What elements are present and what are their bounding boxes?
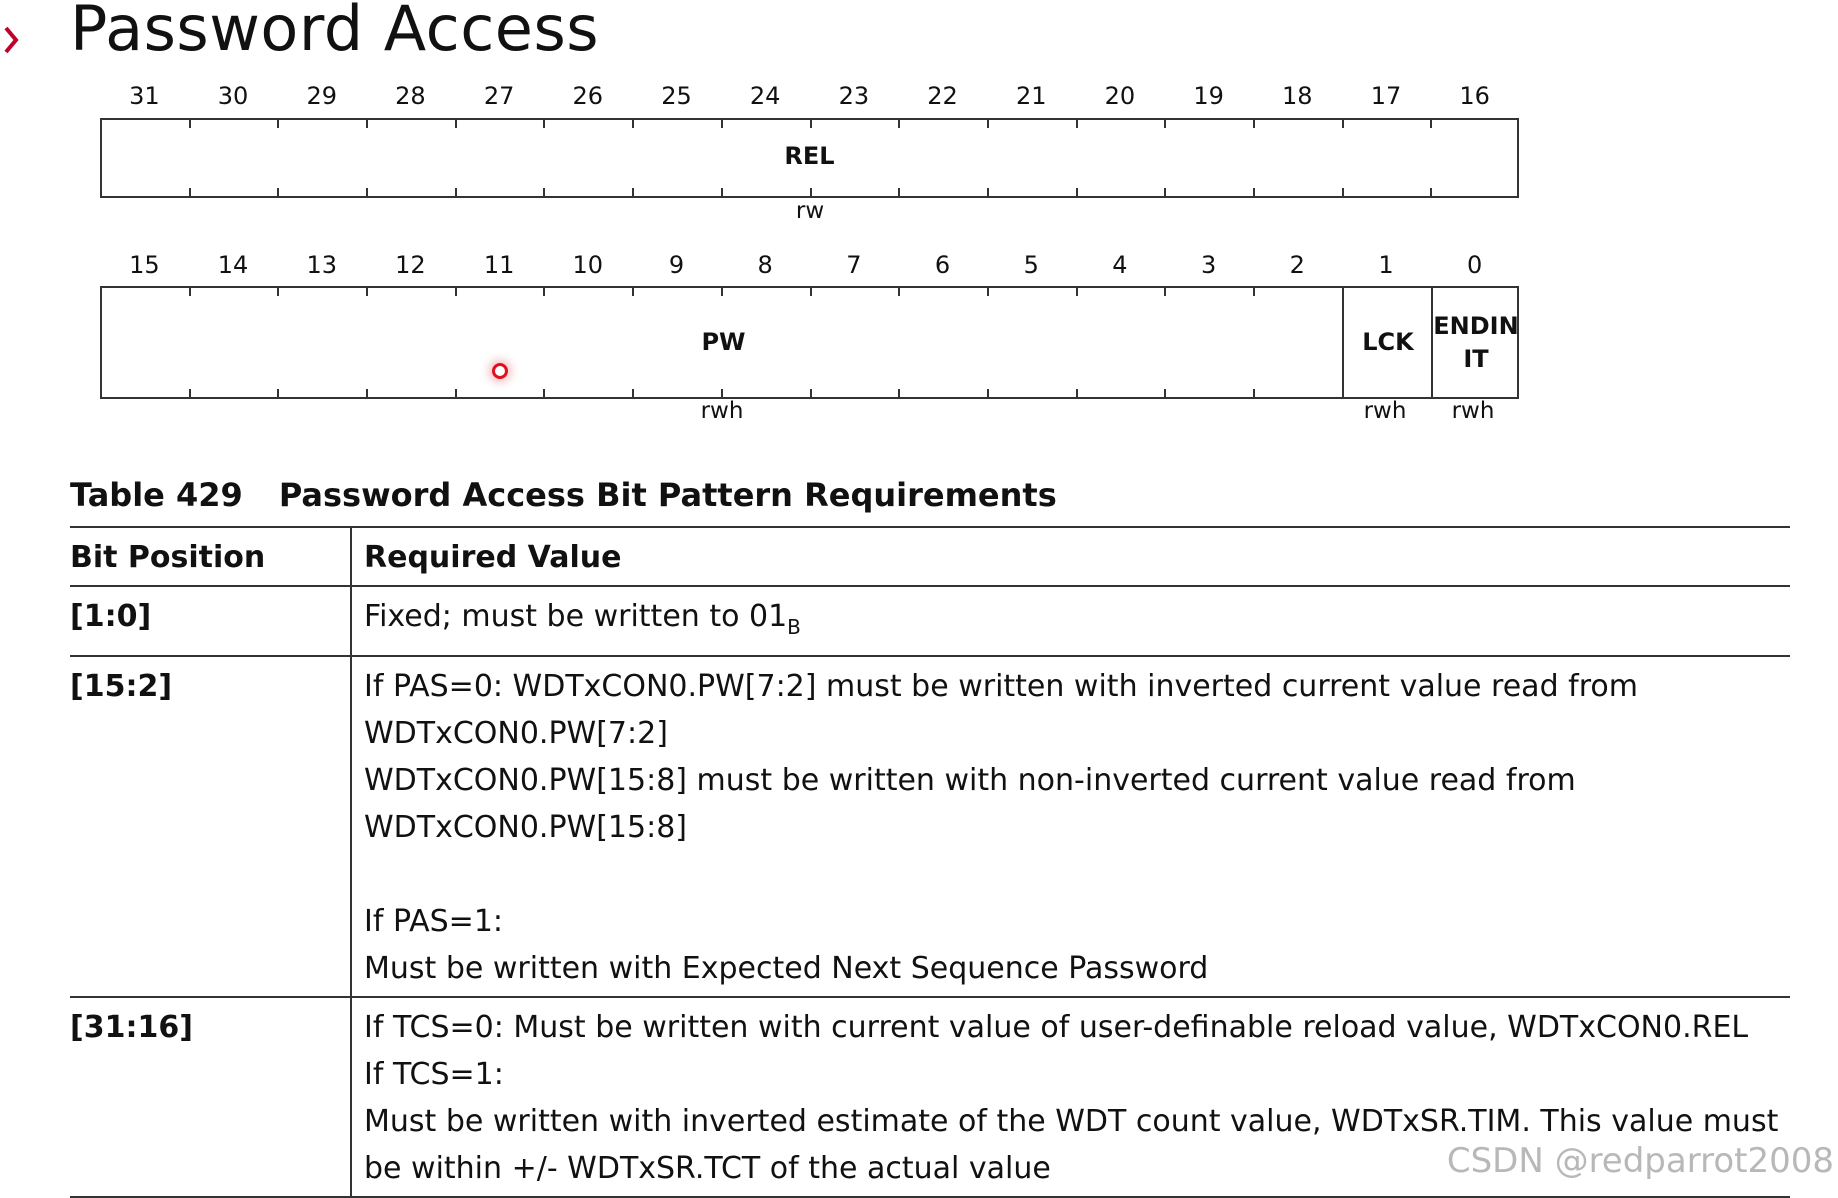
bit-number: 15	[129, 251, 160, 279]
bit-number: 11	[483, 251, 515, 279]
bit-tick	[1076, 389, 1078, 397]
row-bit-position: [15:2]	[70, 656, 351, 997]
bit-number: 8	[757, 251, 773, 279]
bit-tick	[189, 288, 191, 296]
bit-tick	[1430, 188, 1432, 196]
field-lck-label: LCK	[1362, 328, 1414, 356]
bit-tick	[1253, 288, 1255, 296]
bit-tick	[1164, 288, 1166, 296]
bit-tick	[1076, 188, 1078, 196]
table-title: Password Access Bit Pattern Requirements	[278, 476, 1057, 514]
bit-number: 21	[1015, 82, 1047, 110]
bit-tick	[366, 120, 368, 128]
bit-tick	[987, 288, 989, 296]
field-endinit-access: rwh	[1451, 398, 1495, 424]
header-bit-position: Bit Position	[70, 527, 351, 586]
field-endinit-label-line2: IT	[1463, 345, 1489, 373]
bit-tick	[189, 120, 191, 128]
bit-number: 30	[217, 82, 249, 110]
value-line: If PAS=1:	[364, 904, 504, 939]
chevron-right-icon	[0, 10, 26, 70]
bit-number: 18	[1282, 82, 1313, 110]
bit-number: 27	[483, 82, 515, 110]
bit-tick	[1164, 389, 1166, 397]
value-text: Fixed; must be written to 01	[364, 599, 788, 634]
bit-tick	[987, 188, 989, 196]
bit-number: 25	[661, 82, 692, 110]
bit-tick	[721, 389, 723, 397]
bit-number: 6	[934, 251, 951, 279]
value-spacer	[364, 851, 1780, 898]
bit-tick	[277, 288, 279, 296]
bit-number: 28	[395, 82, 426, 110]
bit-number: 3	[1200, 251, 1217, 279]
bit-tick	[277, 188, 279, 196]
bit-tick	[632, 188, 634, 196]
bit-tick	[987, 120, 989, 128]
bit-tick	[898, 120, 900, 128]
bit-number: 9	[668, 251, 685, 279]
cursor-highlight-icon	[492, 363, 508, 379]
field-pw-label: PW	[701, 328, 746, 356]
bit-tick	[721, 120, 723, 128]
bit-tick	[898, 288, 900, 296]
bit-number: 2	[1289, 251, 1305, 279]
bit-tick	[898, 389, 900, 397]
table-header-row	[70, 527, 1790, 586]
bit-tick	[1253, 120, 1255, 128]
bit-tick	[632, 389, 634, 397]
register-lower	[100, 286, 1519, 399]
table-row	[70, 656, 1790, 997]
bit-tick	[721, 288, 723, 296]
bit-tick	[1430, 120, 1432, 128]
bit-tick	[1253, 389, 1255, 397]
bit-tick	[543, 288, 545, 296]
bit-number: 10	[572, 251, 604, 279]
value-line: WDTxCON0.PW[7:2]	[364, 716, 668, 751]
header-required-value: Required Value	[351, 527, 1790, 586]
bit-tick	[366, 288, 368, 296]
field-rel-access: rw	[795, 198, 825, 224]
bit-number: 17	[1370, 82, 1402, 110]
value-line: If TCS=1:	[364, 1057, 504, 1092]
lower-bit-numbers	[100, 251, 1520, 287]
bit-number: 19	[1193, 82, 1224, 110]
value-line: Must be written with Expected Next Sequence Password	[364, 951, 1209, 986]
row-bit-position: [1:0]	[70, 586, 351, 656]
bit-tick	[1342, 120, 1344, 128]
bit-tick	[810, 188, 812, 196]
value-subscript: B	[787, 615, 801, 639]
bit-number: 26	[572, 82, 604, 110]
bit-tick	[632, 120, 634, 128]
value-line: WDTxCON0.PW[15:8] must be written with non-inverted current value read from	[364, 763, 1576, 798]
value-line: be within +/- WDTxSR.TCT of the actual value	[364, 1151, 1051, 1186]
table-row	[70, 586, 1790, 656]
field-rel-label: REL	[784, 142, 835, 170]
bit-tick	[632, 288, 634, 296]
bit-number: 24	[749, 82, 781, 110]
bit-number: 4	[1112, 251, 1128, 279]
bit-tick	[721, 188, 723, 196]
bit-tick	[366, 389, 368, 397]
field-pw-access: rwh	[700, 398, 744, 424]
bit-tick	[455, 288, 457, 296]
bit-tick	[987, 389, 989, 397]
bit-tick	[1342, 188, 1344, 196]
bit-number: 20	[1104, 82, 1136, 110]
bit-tick	[810, 288, 812, 296]
bit-tick	[277, 389, 279, 397]
bit-tick	[810, 389, 812, 397]
bit-tick	[1164, 188, 1166, 196]
watermark: CSDN @redparrot2008	[1446, 1141, 1834, 1181]
page-title: Password Access	[70, 0, 600, 65]
value-line: Must be written with inverted estimate of the WDT count value, WDTxSR.TIM. This value must	[364, 1104, 1779, 1139]
table-number: Table 429	[70, 476, 243, 514]
bit-tick	[898, 188, 900, 196]
bit-number: 23	[838, 82, 870, 110]
upper-bit-numbers	[100, 82, 1520, 118]
bit-tick	[1253, 188, 1255, 196]
value-line: If PAS=0: WDTxCON0.PW[7:2] must be written with inverted current value read from	[364, 669, 1638, 704]
bit-number: 14	[217, 251, 249, 279]
field-endinit-label	[1433, 310, 1519, 376]
requirements-table	[70, 526, 1790, 1198]
register-upper	[100, 118, 1519, 198]
bit-number: 31	[129, 82, 160, 110]
bit-number: 1	[1378, 251, 1394, 279]
row-required-value	[351, 586, 1790, 656]
bit-number: 22	[927, 82, 958, 110]
bit-tick	[1164, 120, 1166, 128]
bit-number: 12	[395, 251, 426, 279]
bit-tick	[455, 120, 457, 128]
bit-tick	[810, 120, 812, 128]
bit-number: 0	[1467, 251, 1483, 279]
bit-number: 13	[306, 251, 337, 279]
bit-tick	[455, 188, 457, 196]
bit-number: 16	[1459, 82, 1490, 110]
value-line: WDTxCON0.PW[15:8]	[364, 810, 687, 845]
bit-number: 7	[846, 251, 862, 279]
bit-tick	[543, 188, 545, 196]
bit-tick	[1076, 120, 1078, 128]
row-bit-position: [31:16]	[70, 997, 351, 1197]
bit-tick	[543, 389, 545, 397]
bit-number: 5	[1023, 251, 1039, 279]
field-lck-access: rwh	[1363, 398, 1407, 424]
bit-number: 29	[306, 82, 337, 110]
bit-tick	[189, 188, 191, 196]
bit-tick	[277, 120, 279, 128]
field-endinit-label-line1: ENDIN	[1433, 312, 1519, 340]
row-required-value	[351, 656, 1790, 997]
bit-tick	[543, 120, 545, 128]
bit-tick	[189, 389, 191, 397]
table-caption	[70, 476, 1057, 514]
bit-tick	[1076, 288, 1078, 296]
value-line: If TCS=0: Must be written with current value of user-definable reload value, WDTxCON0.REL	[364, 1010, 1749, 1045]
bit-tick	[455, 389, 457, 397]
bit-tick	[366, 188, 368, 196]
